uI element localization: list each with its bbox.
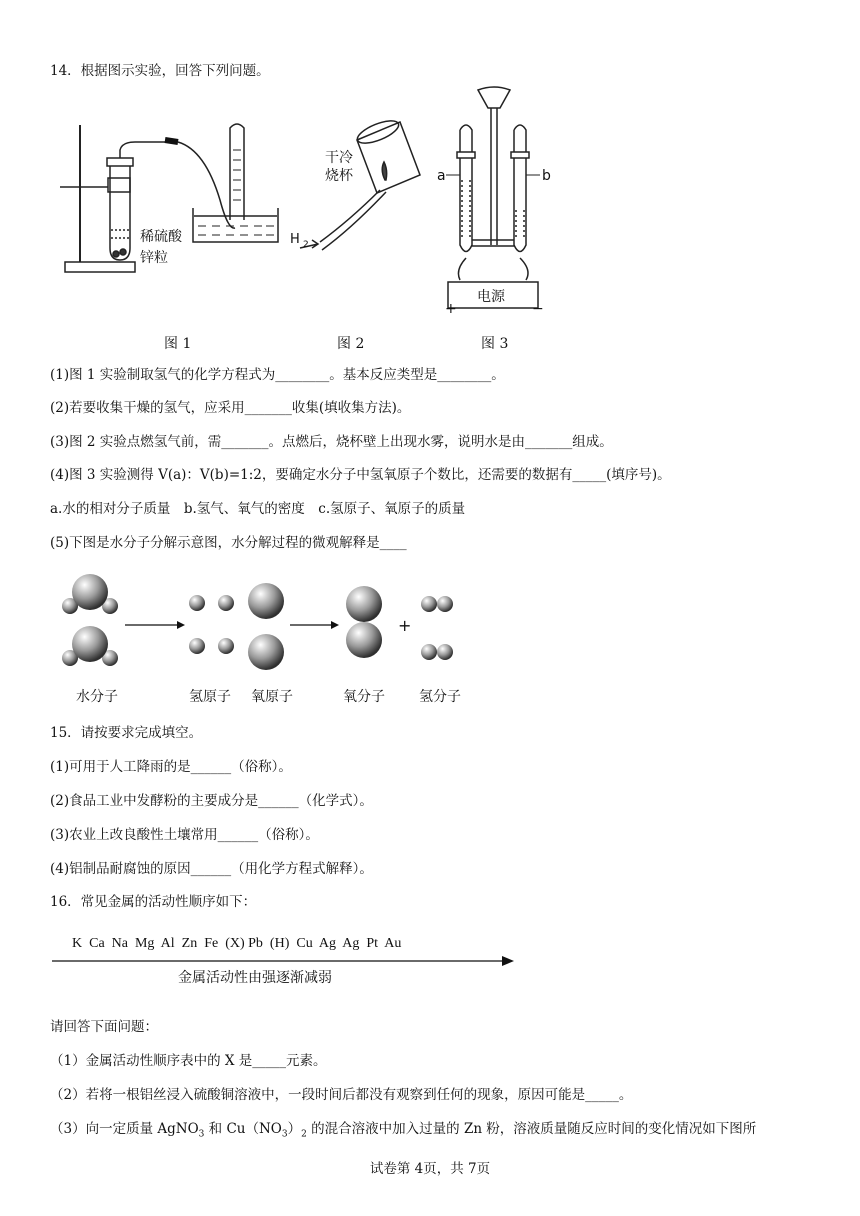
q14-part-3: (3)图 2 实验点燃氢气前，需_______。点燃后，烧杯壁上出现水雾，说明水是由_______组成。 (50, 434, 613, 450)
q14-figures (0, 80, 860, 380)
fig1-zinc-label: 锌粒 (140, 250, 168, 266)
q16-part-1: （1）金属活动性顺序表中的 X 是_____元素。 (50, 1053, 327, 1069)
fig3-apparatus (446, 87, 540, 308)
fig1-caption: 图 1 (164, 336, 192, 352)
activity-arrow (52, 954, 522, 968)
water-molecule-top (62, 574, 118, 614)
q14-title: 14．根据图示实验，回答下列问题。 (50, 63, 270, 79)
q16-title: 16．常见金属的活动性顺序如下： (50, 894, 257, 910)
q15-part-2: (2)食品工业中发酵粉的主要成分是______（化学式）。 (50, 793, 373, 809)
q14-options: a.水的相对分子质量 b.氢气、氧气的密度 c.氢原子、氧原子的质量 (50, 501, 466, 517)
label-oxygen-atom: 氧原子 (251, 689, 293, 705)
fig1-apparatus (60, 124, 278, 272)
q14-part-1: (1)图 1 实验制取氢气的化学方程式为________。基本反应类型是________。 (50, 367, 505, 383)
label-hydrogen-molecule: 氢分子 (419, 689, 461, 705)
fig3-minus-label: − (532, 301, 544, 317)
page-footer: 试卷第 4页，共 7页 (369, 1161, 491, 1177)
label-oxygen-molecule: 氧分子 (343, 689, 385, 705)
svg-text:2: 2 (303, 240, 309, 250)
fig2-beaker-label-1: 干冷 (325, 150, 353, 166)
fig2-apparatus (300, 116, 420, 250)
q16-part-3: （3）向一定质量 AgNO$_3$ 和 $Cu(NO_3)_2$ 的混合溶液中加入过量的 Zn 粉，溶液质量随反应时间的变化情况如下图所 (50, 1121, 757, 1140)
fig3-plus-label: + (445, 301, 457, 317)
q15-title: 15．请按要求完成填空。 (50, 725, 203, 741)
fig3-b-label: b (542, 168, 551, 184)
label-water-molecule: 水分子 (76, 689, 118, 705)
plus-sign: + (398, 616, 412, 635)
metal-activity-series: K Ca Na Mg Al Zn Fe (X) Pb (H) Cu Ag Ag Pt Au (72, 936, 402, 951)
fig3-power-label: 电源 (477, 289, 505, 305)
fig2-h2-label: H (290, 232, 300, 247)
q14-part-2: (2)若要收集干燥的氢气，应采用_______收集(填收集方法)。 (50, 400, 411, 416)
q15-part-3: (3)农业上改良酸性土壤常用______（俗称）。 (50, 827, 319, 843)
q15-part-1: (1)可用于人工降雨的是______（俗称）。 (50, 759, 292, 775)
fig2-beaker-label-2: 烧杯 (325, 168, 353, 184)
water-decomposition-diagram (0, 570, 860, 680)
fig2-caption: 图 2 (337, 336, 365, 352)
fig1-acid-label: 稀硫酸 (140, 229, 182, 245)
fig3-caption: 图 3 (481, 336, 509, 352)
q15-part-4: (4)铝制品耐腐蚀的原因______（用化学方程式解释）。 (50, 861, 373, 877)
activity-arrow-caption: 金属活动性由强逐渐减弱 (178, 970, 332, 986)
water-molecule-bottom (62, 626, 118, 666)
q14-part-4: (4)图 3 实验测得 V(a)：V(b)=1:2，要确定水分子中氢氧原子个数比，还需要的数据有_____(填序号)。 (50, 467, 671, 483)
fig3-a-label: a (437, 168, 446, 184)
q14-part-5: (5)下图是水分子分解示意图，水分解过程的微观解释是____ (50, 535, 407, 551)
label-hydrogen-atom: 氢原子 (189, 689, 231, 705)
q16-part-2: （2）若将一根铝丝浸入硫酸铜溶液中，一段时间后都没有观察到任何的现象，原因可能是_____。 (50, 1087, 633, 1103)
q16-prompt: 请回答下面问题： (50, 1019, 158, 1035)
